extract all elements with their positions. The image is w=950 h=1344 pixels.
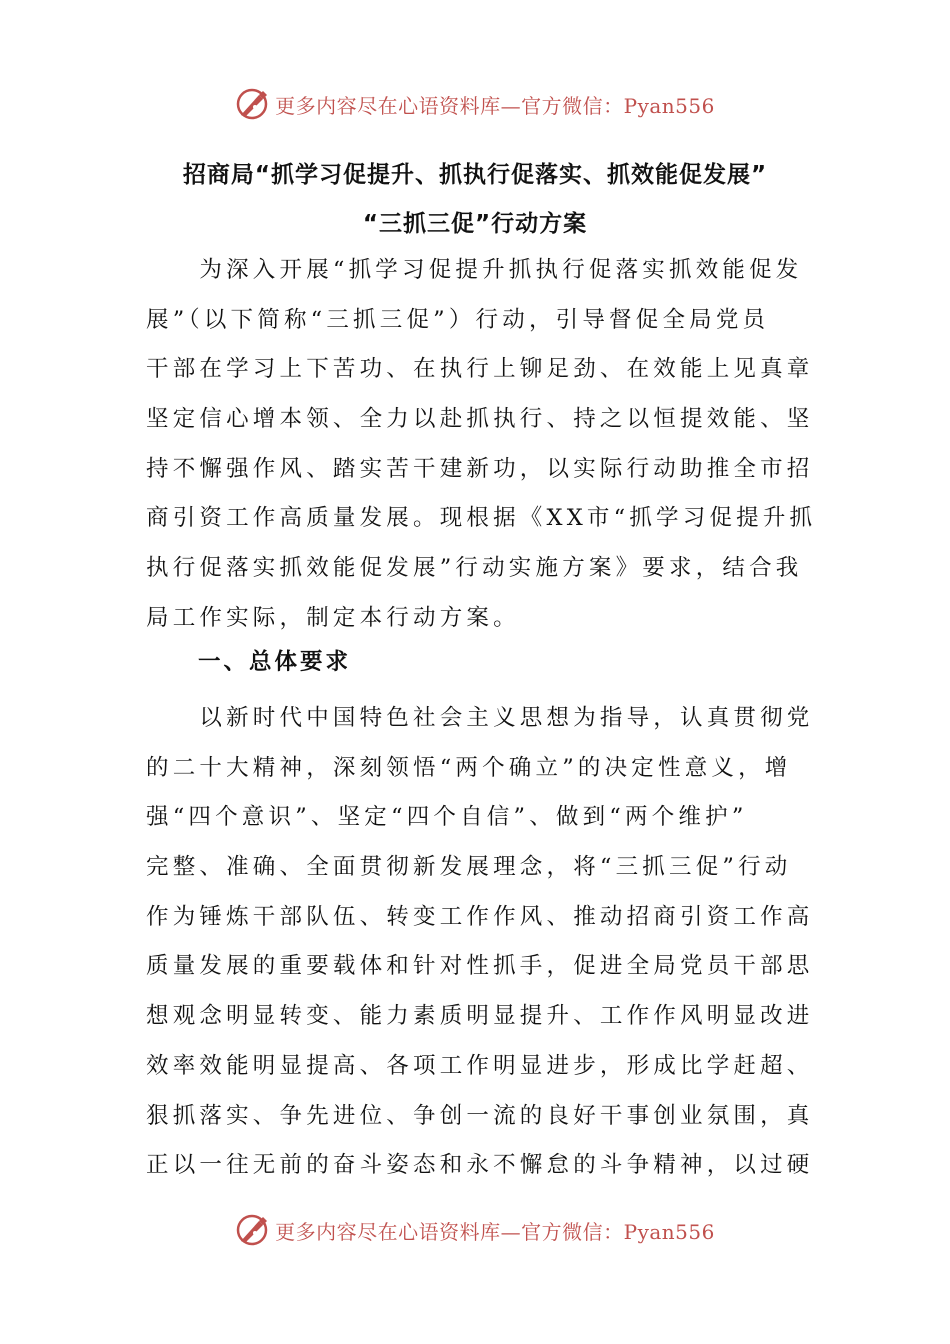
- text-line: 局工作实际，制定本行动方案。: [146, 604, 520, 631]
- text-line: 正以一往无前的奋斗姿态和永不懈怠的斗争精神，以过硬: [146, 1152, 814, 1179]
- footer-banner: [0, 1208, 950, 1252]
- text-line: 以新时代中国特色社会主义思想为指导，认真贯彻党: [146, 705, 814, 731]
- text-line: 干部在学习上下苦功、在执行上铆足劲、在效能上见真章: [146, 356, 814, 383]
- document-title-line2: “三抓三促”行动方案: [362, 211, 588, 237]
- pen-logo-icon: [235, 1213, 269, 1247]
- text-line: 效率效能明显提高、各项工作明显进步，形成比学赶超、: [146, 1052, 814, 1079]
- text-line: 为深入开展“抓学习促提升抓执行促落实抓效能促发: [146, 257, 803, 283]
- section-heading: 一、总体要求: [198, 649, 352, 675]
- text-line: 坚定信心增本领、全力以赴抓执行、持之以恒提效能、坚: [146, 406, 814, 433]
- text-line: 持不懈强作风、踏实苦干建新功，以实际行动助推全市招: [146, 455, 814, 482]
- document-title-line1: 招商局“抓学习促提升、抓执行促落实、抓效能促发展”: [182, 162, 768, 188]
- text-line: 完整、准确、全面贯彻新发展理念，将“三抓三促”行动: [146, 854, 792, 881]
- banner-text: 更多内容尽在心语资料库—官方微信：Pyan556: [275, 1219, 715, 1244]
- text-line: 质量发展的重要载体和针对性抓手，促进全局党员干部思: [146, 953, 814, 980]
- text-line: 执行促落实抓效能促发展”行动实施方案》要求，结合我: [146, 555, 803, 582]
- banner-text: 更多内容尽在心语资料库—官方微信：Pyan556: [275, 93, 715, 118]
- text-line: 展”（以下简称“三抓三促”）行动，引导督促全局党员: [146, 306, 770, 333]
- text-line: 的二十大精神，深刻领悟“两个确立”的决定性意义，增: [146, 754, 792, 781]
- header-banner: [0, 82, 950, 126]
- text-line: 作为锤炼干部队伍、转变工作作风、推动招商引资工作高: [146, 903, 814, 930]
- intro-paragraph: [146, 246, 817, 644]
- text-line: 商引资工作高质量发展。现根据《XX市“抓学习促提升抓: [146, 505, 817, 532]
- text-line: 强“四个意识”、坚定“四个自信”、做到“两个维护”: [146, 804, 748, 831]
- text-line: 狠抓落实、争先进位、争创一流的良好干事创业氛围，真: [146, 1102, 814, 1129]
- text-line: 想观念明显转变、能力素质明显提升、工作作风明显改进: [146, 1003, 814, 1030]
- section-paragraph: [146, 694, 814, 1191]
- pen-logo-icon: [235, 87, 269, 121]
